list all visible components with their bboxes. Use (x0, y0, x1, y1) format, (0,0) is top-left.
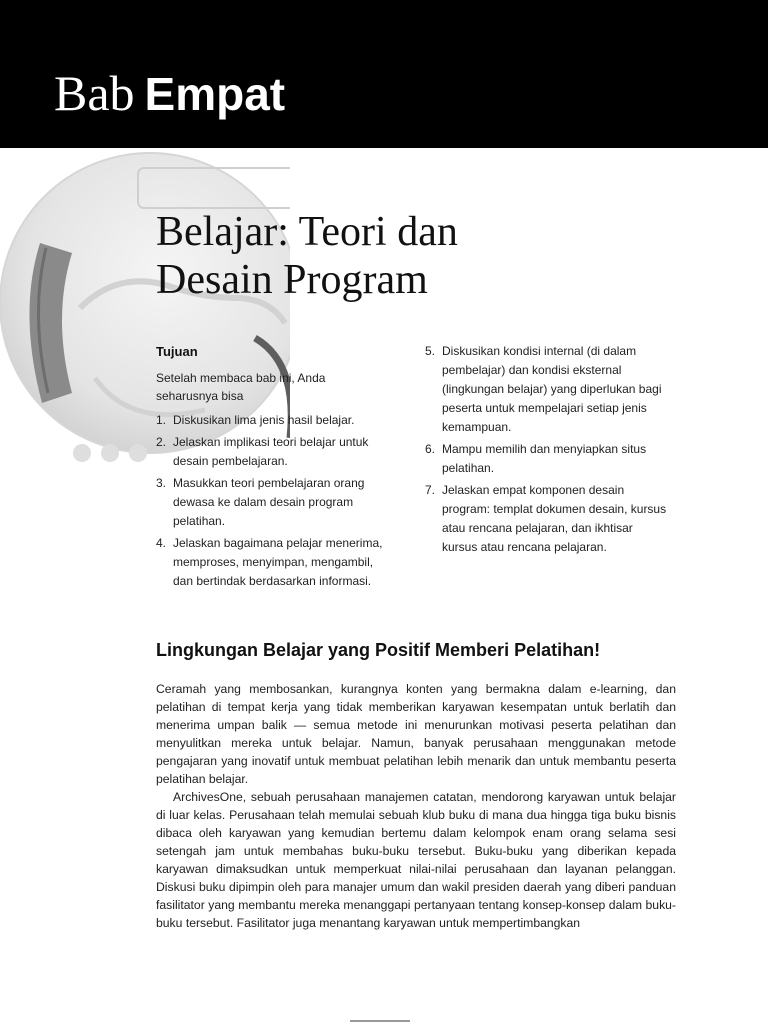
title-line-1: Belajar: Teori dan (156, 209, 458, 255)
objective-text: Mampu memilih dan menyiapkan situs pelatihan. (442, 442, 647, 475)
objective-number: 2. (156, 435, 167, 449)
objective-number: 5. (425, 344, 436, 358)
chapter-number: Empat (144, 68, 286, 120)
chapter-label (54, 64, 285, 122)
section-heading: Lingkungan Belajar yang Positif Memberi Pelatihan! (156, 640, 601, 660)
chapter-title (156, 208, 458, 304)
objectives-intro: Setelah membaca bab ini, Anda seharusnya bisa (156, 371, 326, 403)
chapter-header-band (0, 0, 768, 148)
objective-number: 6. (425, 442, 436, 456)
objective-text: Jelaskan empat komponen desain program: templat dokumen desain, kursus atau rencana pelajaran, dan ikhtisar kursus atau rencana pelajaran. (442, 483, 667, 554)
chapter-word: Bab (54, 65, 135, 121)
objective-text: Diskusikan lima jenis hasil belajar. (173, 413, 355, 427)
objective-text: Masukkan teori pembelajaran orang dewasa ke dalam desain program pelatihan. (173, 476, 365, 528)
body-paragraph: Ceramah yang membosankan, kurangnya konten yang bermakna dalam e-learning, dan pelatihan di tempat kerja yang tidak memberikan karyawan kesempatan untuk berlatih dan menerima umpan balik — semua metode ini menurunkan motivasi peserta pelatihan dan menyulitkan mereka untuk belajar. Namun, banyak perusahaan menggunakan metode pengajaran yang inovatif untuk membuat pelatihan lebih menarik dan untuk membantu peserta pelatihan belajar. (156, 682, 676, 786)
footer-rule (350, 1020, 410, 1022)
section-body (156, 680, 676, 932)
objective-item (156, 534, 392, 591)
title-line-2: Desain Program (156, 257, 428, 303)
objective-item (425, 481, 670, 557)
objective-item (156, 411, 392, 430)
objective-item (156, 433, 392, 471)
body-paragraph: ArchivesOne, sebuah perusahaan manajemen catatan, mendorong karyawan untuk belajar di luar kelas. Perusahaan telah memulai sebuah klub buku di mana dua hingga tiga buku bisnis dibaca oleh karyawan yang kemudian bertemu dalam kelompok enam orang selama sesi setengah jam untuk membahas buku-buku tersebut. Buku-buku yang diberikan kepada karyawan dimaksudkan untuk memperkuat nilai-nilai perusahaan dan layanan pelanggan. Diskusi buku dipimpin oleh para manajer umum dan wakil presiden daerah yang diberi panduan fasilitator yang membantu mereka menanggapi pertanyaan tentang konsep-konsep dalam buku-buku tersebut. Fasilitator juga menantang karyawan untuk mempertimbangkan (156, 790, 676, 930)
objective-number: 7. (425, 483, 436, 497)
objective-number: 3. (156, 476, 167, 490)
objective-text: Jelaskan bagaimana pelajar menerima, memproses, menyimpan, mengambil, dan bertindak berdasarkan informasi. (173, 536, 383, 588)
objective-item (425, 342, 670, 437)
objective-text: Diskusikan kondisi internal (di dalam pembelajar) dan kondisi eksternal (lingkungan belajar) yang diperlukan bagi peserta untuk mempelajari setiap jenis kemampuan. (442, 344, 662, 434)
objectives-list-left (156, 411, 392, 594)
objective-text: Jelaskan implikasi teori belajar untuk desain pembelajaran. (173, 435, 369, 468)
objectives-heading: Tujuan (156, 344, 198, 359)
objective-number: 4. (156, 536, 167, 550)
objective-item (156, 474, 392, 531)
objectives-list-right (425, 342, 670, 560)
objective-number: 1. (156, 413, 167, 427)
objective-item (425, 440, 670, 478)
